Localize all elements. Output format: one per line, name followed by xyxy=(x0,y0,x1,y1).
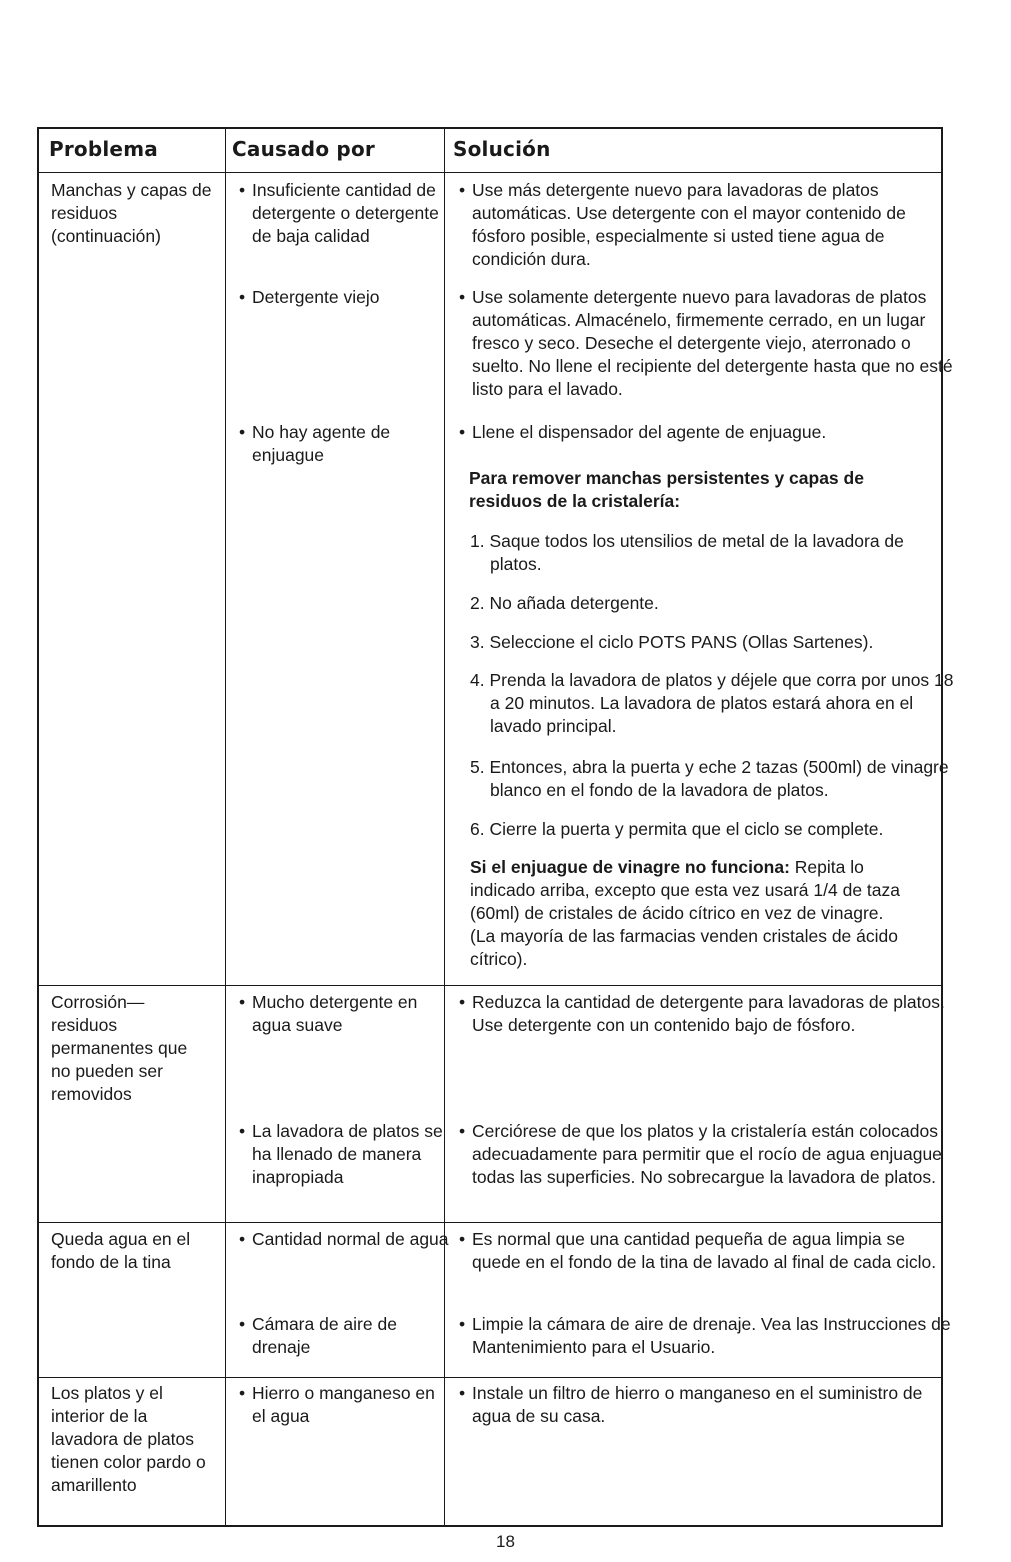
solution-item: • Reduzca la cantidad de detergente para lavadoras de platos. Use detergente con un contenido bajo de fósforo. xyxy=(454,991,957,1037)
header-cause: Causado por xyxy=(232,137,375,161)
solution-item: • Cerciórese de que los platos y la cristalería están colocados adecuadamente para permitir que el rocío de agua enjuague todas las superficies. No sobrecargue la lavadora de platos. xyxy=(454,1120,957,1189)
header-solution: Solución xyxy=(453,137,551,161)
solution-item: • Instale un filtro de hierro o manganeso en el suministro de agua de su casa. xyxy=(454,1382,957,1428)
problem-cell: Manchas y capas de residuos (continuación) xyxy=(51,180,212,246)
vinegar-note-text: Repita lo indicado arriba, excepto que esta vez usará 1/4 de taza (60ml) de cristales de ácido cítrico en vez de vinagre. (La mayoría de las farmacias venden cristales de ácido cítrico). xyxy=(470,857,900,969)
step-item: 1. Saque todos los utensilios de metal de la lavadora de platos. xyxy=(470,531,904,574)
header-problem: Problema xyxy=(49,137,158,161)
solution-item: • Es normal que una cantidad pequeña de agua limpia se quede en el fondo de la tina de lavado al final de cada ciclo. xyxy=(454,1228,957,1274)
cause-item: • No hay agente de enjuague xyxy=(234,421,452,467)
solution-item: • Use solamente detergente nuevo para lavadoras de platos automáticas. Almacénelo, firmemente cerrado, en un lugar fresco y seco. Deseche el detergente viejo, aterronado o suelto. No llene el recipiente del detergente hasta que no esté listo para el lavado. xyxy=(454,286,957,401)
problem-cell: Queda agua en el fondo de la tina xyxy=(51,1229,191,1272)
cause-item: • Hierro o manganeso en el agua xyxy=(234,1382,452,1428)
cause-item: • Detergente viejo xyxy=(234,286,452,309)
vinegar-note-label: Si el enjuague de vinagre no funciona: xyxy=(470,857,790,877)
step-item: 4. Prenda la lavadora de platos y déjele que corra por unos 18 a 20 minutos. La lavadora de platos estará ahora en el lavado principal. xyxy=(470,670,954,736)
solution-item: • Use más detergente nuevo para lavadoras de platos automáticas. Use detergente con el mayor contenido de fósforo posible, especialmente si usted tiene agua de condición dura. xyxy=(454,179,957,271)
step-item: 3. Seleccione el ciclo POTS PANS (Ollas Sartenes). xyxy=(470,632,874,652)
problem-cell: Los platos y el interior de la lavadora de platos tienen color pardo o amarillento xyxy=(51,1383,206,1495)
row-divider xyxy=(39,1222,941,1223)
remove-spots-heading: Para remover manchas persistentes y capas de residuos de la cristalería: xyxy=(469,468,864,511)
row-divider xyxy=(39,985,941,986)
step-item: 6. Cierre la puerta y permita que el ciclo se complete. xyxy=(470,819,884,839)
step-item: 5. Entonces, abra la puerta y eche 2 tazas (500ml) de vinagre blanco en el fondo de la lavadora de platos. xyxy=(470,757,949,800)
troubleshooting-table xyxy=(37,127,954,1527)
row-divider xyxy=(39,1377,941,1378)
column-divider xyxy=(225,129,226,1525)
step-item: 2. No añada detergente. xyxy=(470,593,659,613)
solution-item: • Limpie la cámara de aire de drenaje. Vea las Instrucciones de Mantenimiento para el Usuario. xyxy=(454,1313,957,1359)
solution-item: • Llene el dispensador del agente de enjuague. xyxy=(454,421,957,444)
vinegar-note xyxy=(470,856,910,971)
cause-item: • Cámara de aire de drenaje xyxy=(234,1313,452,1359)
cause-item: • La lavadora de platos se ha llenado de manera inapropiada xyxy=(234,1120,457,1189)
page-number: 18 xyxy=(496,1532,515,1551)
cause-item: • Mucho detergente en agua suave xyxy=(234,991,452,1037)
problem-cell: Corrosión— residuos permanentes que no pueden ser removidos xyxy=(51,992,188,1104)
header-divider xyxy=(39,172,941,173)
cause-item: • Insuficiente cantidad de detergente o detergente de baja calidad xyxy=(234,179,452,248)
cause-item: • Cantidad normal de agua xyxy=(234,1228,452,1251)
